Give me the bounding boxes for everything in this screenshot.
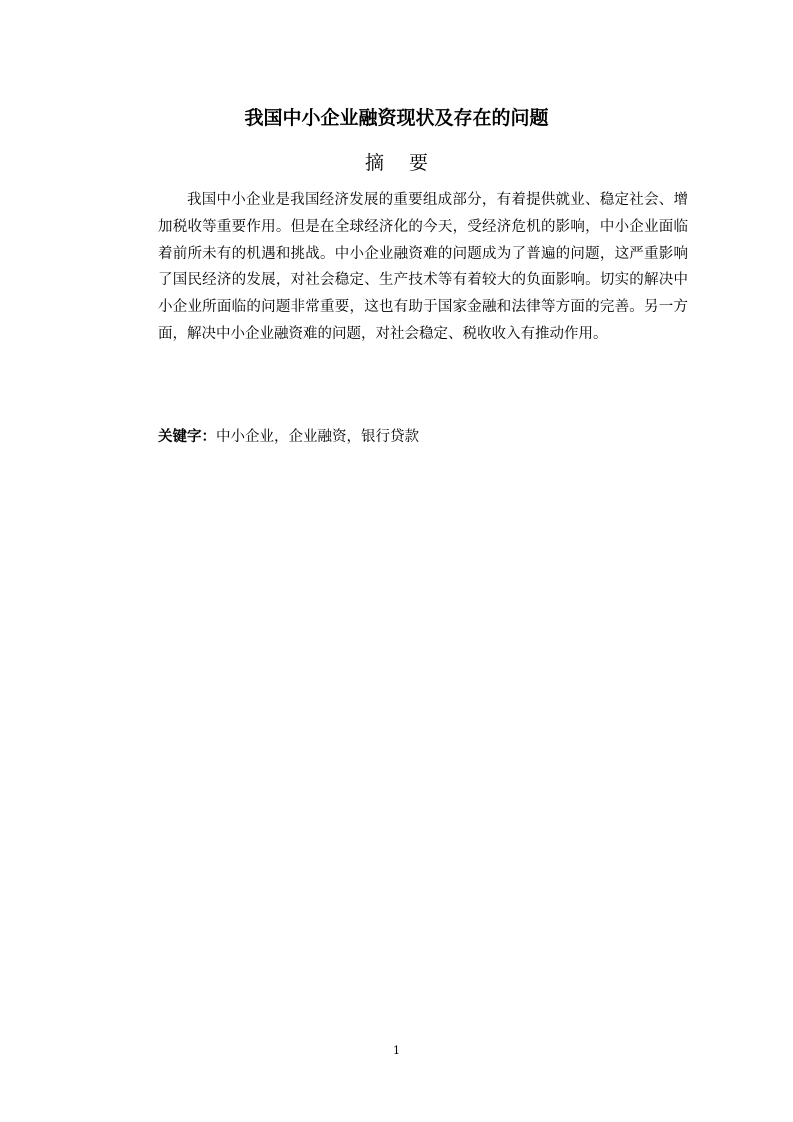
keywords-value: 中小企业，企业融资，银行贷款 (216, 429, 419, 445)
abstract-body: 我国中小企业是我国经济发展的重要组成部分，有着提供就业、稳定社会、增加税收等重要作用。但是在全球经济化的今天，受经济危机的影响，中小企业面临着前所未有的机遇和挑战。中小企业融资难的问题成为了普遍的问题，这严重影响了国民经济的发展，对社会稳定、生产技术等有着较大的负面影响。切实的解决中小企业所面临的问题非常重要，这也有助于国家金融和法律等方面的完善。另一方面，解决中小企业融资难的问题，对社会稳定、税收收入有推动作用。 (158, 192, 688, 342)
abstract-heading: 摘要 (364, 152, 453, 174)
page-number: 1 (393, 1044, 400, 1057)
document-title: 我国中小企业融资现状及存在的问题 (244, 107, 549, 129)
keywords-label: 关键字： (158, 429, 216, 445)
keywords-line (158, 425, 419, 446)
